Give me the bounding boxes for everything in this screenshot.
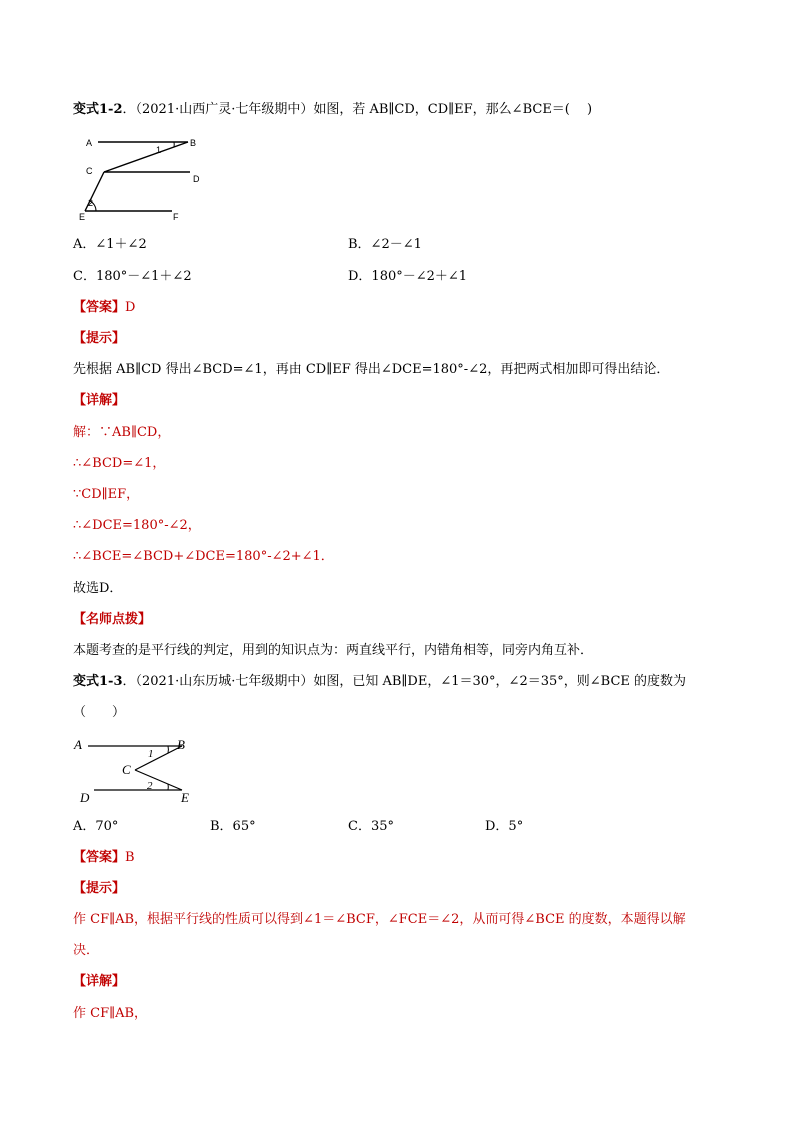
problem-1-2-stem: [73, 101, 592, 119]
option-d: D．180°－∠2＋∠1: [348, 269, 468, 284]
label-angle-1: 1: [156, 145, 162, 155]
option-c: C．180°－∠1＋∠2: [73, 269, 192, 284]
label-E: E: [181, 790, 189, 805]
hint-text-cont: 决．: [73, 943, 100, 958]
figure-1-2: [80, 132, 210, 224]
detail-tag: 【详解】: [73, 974, 126, 989]
problem-text: ．（2021·山西广灵·七年级期中）如图，若 AB∥CD，CD∥EF，那么∠BCE＝( ): [122, 102, 593, 117]
option-a: A．∠1＋∠2: [73, 237, 147, 252]
option-b: B．65°: [210, 819, 256, 834]
label-D: D: [80, 790, 90, 805]
label-D: D: [193, 174, 200, 184]
option-c: C．35°: [348, 819, 394, 834]
answer-row: [73, 849, 135, 867]
solution-step: ∴∠BCD=∠1，: [73, 456, 166, 471]
label-E: E: [79, 212, 86, 222]
hint-tag: 【提示】: [73, 331, 126, 346]
label-C: C: [86, 166, 93, 176]
solution-step: 作 CF∥AB，: [73, 1006, 148, 1021]
answer-tag: 【答案】: [73, 850, 126, 865]
answer-value: D: [125, 300, 136, 315]
label-angle-2: 2: [147, 780, 153, 792]
detail-tag: 【详解】: [73, 393, 126, 408]
problem-label: 变式1-2: [73, 102, 123, 117]
problem-stem-bracket: （ ）: [73, 705, 126, 720]
problem-label: 变式1-3: [73, 674, 123, 689]
solution-step: 解：∵AB∥CD，: [73, 425, 171, 440]
problem-text: ．（2021·山东历城·七年级期中）如图，已知 AB∥DE，∠1＝30°，∠2＝35°，则∠BCE 的度数为: [122, 674, 687, 689]
solution-step: ∵CD∥EF，: [73, 487, 140, 502]
label-angle-2: 2: [88, 198, 94, 208]
label-B: B: [177, 737, 185, 752]
answer-value: B: [125, 850, 135, 865]
hint-text: 先根据 AB∥CD 得出∠BCD=∠1，再由 CD∥EF 得出∠DCE=180°-∠2，再把两式相加即可得出结论．: [73, 362, 670, 377]
label-C: C: [122, 762, 131, 777]
hint-tag: 【提示】: [73, 881, 126, 896]
teacher-text: 本题考查的是平行线的判定，用到的知识点为：两直线平行，内错角相等，同旁内角互补．: [73, 643, 594, 658]
label-A: A: [74, 737, 82, 752]
hint-text: 作 CF∥AB，根据平行线的性质可以得到∠1＝∠BCF，∠FCE＝∠2，从而可得∠BCE 的度数，本题得以解: [73, 912, 686, 927]
option-a: A．70°: [73, 819, 119, 834]
answer-row: [73, 299, 135, 317]
label-A: A: [86, 138, 93, 148]
answer-tag: 【答案】: [73, 300, 126, 315]
problem-1-3-stem: [73, 673, 686, 691]
solution-step: ∴∠DCE=180°-∠2，: [73, 518, 201, 533]
solution-step: ∴∠BCE=∠BCD+∠DCE=180°-∠2+∠1．: [73, 549, 334, 564]
option-b: B．∠2－∠1: [348, 237, 422, 252]
conclusion: 故选D．: [73, 581, 123, 596]
label-B: B: [190, 138, 197, 148]
teacher-tag: 【名师点拨】: [73, 612, 152, 627]
option-d: D．5°: [485, 819, 524, 834]
label-angle-1: 1: [148, 748, 154, 760]
figure-1-3: [72, 733, 212, 813]
label-F: F: [173, 212, 179, 222]
